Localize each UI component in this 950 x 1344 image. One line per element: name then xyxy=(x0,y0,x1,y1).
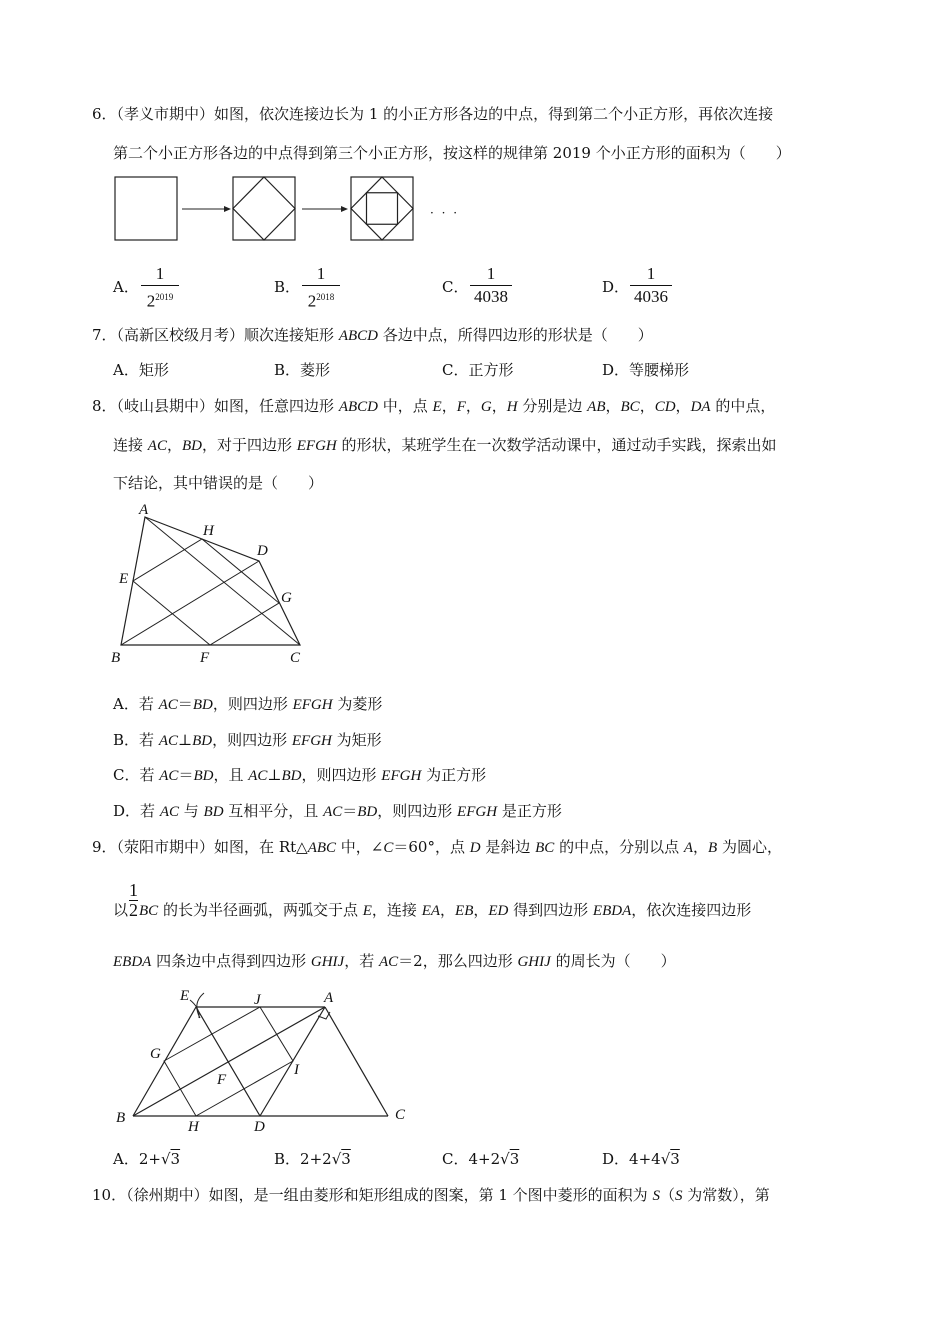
q6-option-b-label: B． xyxy=(274,278,301,296)
label-H: H xyxy=(188,1119,199,1135)
q6-option-d: 1 4036 xyxy=(630,264,672,307)
q7-option-a: A．矩形 xyxy=(113,361,169,379)
label-A: A xyxy=(324,990,334,1006)
label-G: G xyxy=(281,590,292,606)
label-B: B xyxy=(116,1110,126,1126)
q9-option-a: A．2+√3 xyxy=(113,1150,181,1168)
label-B: B xyxy=(111,650,121,666)
label-F: F xyxy=(217,1072,227,1088)
label-E: E xyxy=(180,988,190,1004)
q9-half-fraction: $\frac{1}{2}$ xyxy=(129,879,139,920)
label-I: I xyxy=(294,1062,299,1078)
q7-option-d: D．等腰梯形 xyxy=(602,361,690,379)
label-H: H xyxy=(203,523,214,539)
label-E: E xyxy=(119,571,129,587)
label-J: J xyxy=(254,992,261,1008)
label-F: F xyxy=(200,650,210,666)
q10-line1: 10．（徐州期中）如图，是一组由菱形和矩形组成的图案，第 1 个图中菱形的面积为 S（S 为常数），第 xyxy=(92,1186,770,1204)
label-D: D xyxy=(257,543,268,559)
q9-option-b: B．2+2√3 xyxy=(274,1150,351,1168)
label-C: C xyxy=(290,650,301,666)
q9-line2: 以 $\frac{1}{2}$ BC 的长为半径画弧，两弧交于点 E，连接 EA，EB，ED 得到四边形 EBDA，依次连接四边形 xyxy=(113,879,752,920)
q7-stem: 7．（高新区校级月考）顺次连接矩形 ABCD 各边中点，所得四边形的形状是（ ） xyxy=(92,326,653,344)
q6-option-b: 1 $2^{2018}$ xyxy=(302,264,340,312)
label-D: D xyxy=(254,1119,265,1135)
q8-option-b: B．若 AC⊥BD，则四边形 EFGH 为矩形 xyxy=(113,731,382,749)
sqrt-icon: √3 xyxy=(331,1150,351,1168)
q6-option-d-label: D． xyxy=(602,278,630,296)
q8-option-a: A．若 AC＝BD，则四边形 EFGH 为菱形 xyxy=(113,695,383,713)
q8-option-c: C．若 AC＝BD，且 AC⊥BD，则四边形 EFGH 为正方形 xyxy=(113,766,487,784)
q6-option-a-label: A． xyxy=(113,278,139,296)
q8-line3: 下结论，其中错误的是（ ） xyxy=(113,474,324,492)
q6-line1: 6．（孝义市期中）如图，依次连接边长为 1 的小正方形各边的中点，得到第二个小正方形，再依次连接 xyxy=(92,105,774,123)
q9-option-d: D．4+4√3 xyxy=(602,1150,680,1168)
label-C: C xyxy=(395,1107,406,1123)
q6-option-a: 1 $2^{2019}$ xyxy=(141,264,179,312)
q7-option-c: C．正方形 xyxy=(442,361,514,379)
q6-option-c-label: C． xyxy=(442,278,469,296)
q8-line1: 8．（岐山县期中）如图，任意四边形 ABCD 中，点 E，F，G，H 分别是边 AB，BC，CD，DA 的中点， xyxy=(92,397,776,415)
q8-line2: 连接 AC，BD，对于四边形 EFGH 的形状，某班学生在一次数学活动课中，通过动手实践，探索出如 xyxy=(113,436,777,454)
q7-option-b: B．菱形 xyxy=(274,361,331,379)
q6-line2: 第二个小正方形各边的中点得到第三个小正方形，按这样的规律第 2019 个小正方形的面积为（ ） xyxy=(113,144,791,162)
q8-option-d: D．若 AC 与 BD 互相平分，且 AC＝BD，则四边形 EFGH 是正方形 xyxy=(113,802,562,820)
q6-option-c: 1 4038 xyxy=(470,264,512,307)
sqrt-icon: √3 xyxy=(660,1150,680,1168)
q9-line1: 9．（荥阳市期中）如图，在 Rt△ABC 中，∠C＝60°，点 D 是斜边 BC 的中点，分别以点 A，B 为圆心， xyxy=(92,838,782,856)
label-A: A xyxy=(139,502,149,518)
q9-line3: EBDA 四条边中点得到四边形 GHIJ，若 AC＝2，那么四边形 GHIJ 的周长为（ ） xyxy=(113,952,676,970)
label-G: G xyxy=(150,1046,161,1062)
sqrt-icon: √3 xyxy=(500,1150,520,1168)
sqrt-icon: √3 xyxy=(160,1150,181,1168)
q9-option-c: C．4+2√3 xyxy=(442,1150,520,1168)
q6-dots: · · · xyxy=(430,206,460,220)
